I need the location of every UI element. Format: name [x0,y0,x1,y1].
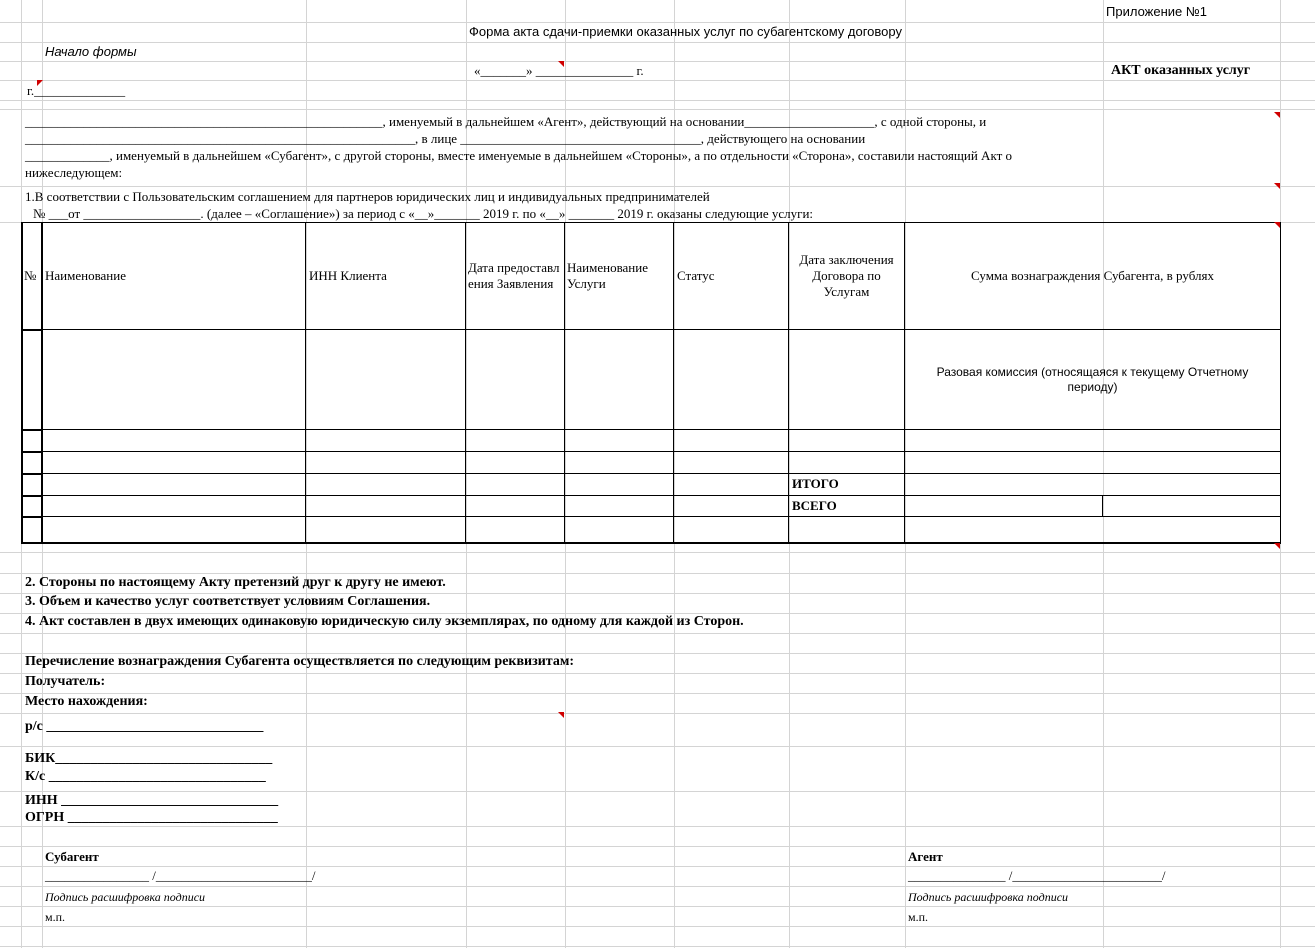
subagent-signature-line: ________________ /________________________/ [45,868,316,883]
clause-4: 4. Акт составлен в двух имеющих одинаковую юридическую силу экземплярах, по одному для каждой из Сторон. [25,614,744,629]
inn-field: ИНН _______________________________ [25,793,279,808]
agent-signature-caption: Подпись расшифровка подписи [908,890,1069,904]
col-header-reward: Сумма вознаграждения Субагента, в рублях [971,267,1214,283]
comment-indicator[interactable] [558,712,564,718]
col-header-status: Статус [677,267,715,283]
preamble-line-4: нижеследующем: [25,165,123,180]
subagent-label: Субагент [45,849,99,864]
col-header-number: № [24,267,37,283]
total-vsego-label: ВСЕГО [792,498,837,513]
total-itogo-label: ИТОГО [792,476,839,491]
subagent-seal: м.п. [45,910,66,924]
col-header-inn: ИНН Клиента [309,267,387,283]
form-title: Форма акта сдачи-приемки оказанных услуг по субагентскому договору [469,24,902,39]
comment-indicator[interactable] [1274,543,1280,549]
col-header-contract-date: Дата заключения Договора по Услугам [799,251,894,299]
comment-indicator[interactable] [1274,112,1280,118]
subagent-signature-caption: Подпись расшифровка подписи [45,890,206,904]
ogrn-field: ОГРН ______________________________ [25,810,278,825]
requisites-intro: Перечисление вознаграждения Субагента осуществляется по следующим реквизитам: [25,654,575,669]
appendix-label: Приложение №1 [1106,4,1208,19]
comment-indicator[interactable] [1274,222,1280,228]
preamble-line-2: ____________________________________________________________, в лице _____________________________________, действующего на основании [25,131,866,146]
reward-subheader: Разовая комиссия (относящаяся к текущему Отчетному периоду) [936,364,1249,394]
clause-1-line-1: 1.В соответствии с Пользовательским соглашением для партнеров юридических лиц и индивидуальных предпринимателей [25,189,710,204]
comment-indicator[interactable] [558,61,564,67]
comment-indicator[interactable] [1274,183,1280,189]
bik-field: БИК_______________________________ [25,751,273,766]
clause-1-line-2: № ___от __________________. (далее – «Соглашение») за период с «__»_______ 2019 г. по «__» _______ 2019 г. оказаны следующие услуги: [33,206,814,221]
ks-field: К/с _______________________________ [25,769,266,784]
act-title: АКТ оказанных услуг [1111,63,1251,78]
col-header-application-date: Дата предоставления Заявления [468,259,560,291]
services-table [21,222,1281,544]
date-line: «_______» _______________ г. [474,63,644,78]
agent-signature-line: _______________ /_______________________/ [908,868,1166,883]
account-field: р/с _______________________________ [25,719,264,734]
city-line: г.______________ [27,83,126,98]
agent-label: Агент [908,849,943,864]
clause-2: 2. Стороны по настоящему Акту претензий друг к другу не имеют. [25,575,446,590]
col-header-service-name: Наименование Услуги [567,259,648,291]
preamble-line-1: _______________________________________________________, именуемый в дальнейшем «Агент», действующий на основании____________________, с одной стороны, и [25,114,987,129]
location-label: Место нахождения: [25,694,148,709]
agent-seal: м.п. [908,910,929,924]
recipient-label: Получатель: [25,674,106,689]
preamble-line-3: _____________, именуемый в дальнейшем «Субагент», с другой стороны, вместе именуемые в дальнейшем «Стороны», а по отдельности «Сторона», составили настоящий Акт о [25,148,1013,163]
form-start-label: Начало формы [45,44,137,59]
clause-3: 3. Объем и качество услуг соответствует условиям Соглашения. [25,594,431,609]
col-header-name: Наименование [45,267,126,283]
